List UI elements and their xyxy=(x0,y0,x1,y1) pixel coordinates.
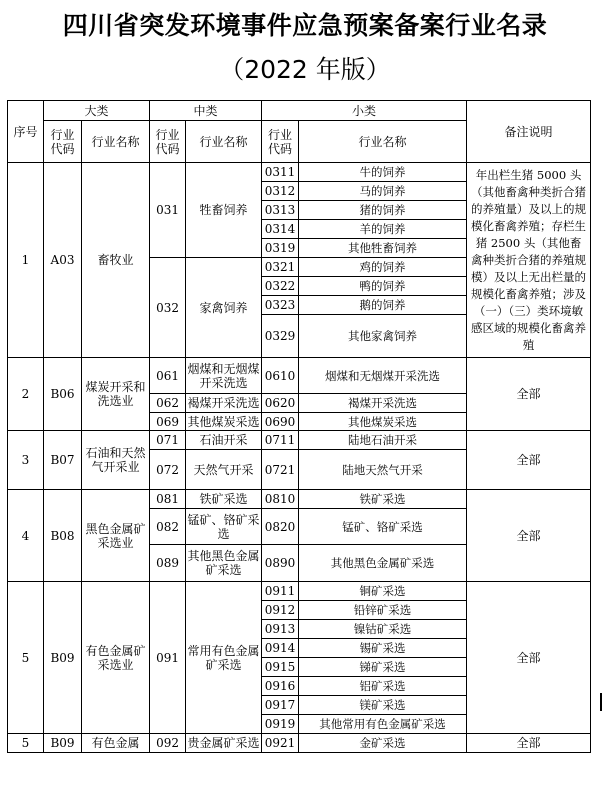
middle-name-cell: 家禽饲养 xyxy=(186,258,262,358)
minor-name-cell: 马的饲养 xyxy=(299,182,467,201)
major-code-cell: B09 xyxy=(44,734,82,753)
minor-code-cell: 0314 xyxy=(262,220,299,239)
minor-code-cell: 0721 xyxy=(262,450,299,490)
header-major: 大类 xyxy=(44,101,150,121)
minor-code-cell: 0911 xyxy=(262,582,299,601)
major-code-cell: A03 xyxy=(44,163,82,358)
minor-code-cell: 0620 xyxy=(262,394,299,413)
middle-code-cell: 081 xyxy=(150,490,186,509)
minor-code-cell: 0914 xyxy=(262,639,299,658)
minor-name-cell: 镁矿采选 xyxy=(299,696,467,715)
header-minor-code: 行业代码 xyxy=(262,121,299,163)
major-code-cell: B06 xyxy=(44,358,82,431)
header-note: 备注说明 xyxy=(467,101,591,163)
header-middle-name: 行业名称 xyxy=(186,121,262,163)
minor-code-cell: 0921 xyxy=(262,734,299,753)
page-subtitle: （2022 年版） xyxy=(219,55,391,84)
seq-cell: 4 xyxy=(8,490,44,582)
minor-code-cell: 0321 xyxy=(262,258,299,277)
minor-name-cell: 其他煤炭采选 xyxy=(299,413,467,431)
middle-code-cell: 032 xyxy=(150,258,186,358)
minor-name-cell: 陆地天然气开采 xyxy=(299,450,467,490)
middle-name-cell: 烟煤和无烟煤开采洗选 xyxy=(186,358,262,394)
header-major-name: 行业名称 xyxy=(82,121,150,163)
margin-mark xyxy=(600,693,602,711)
minor-name-cell: 其他黑色金属矿采选 xyxy=(299,545,467,582)
minor-code-cell: 0916 xyxy=(262,677,299,696)
middle-code-cell: 061 xyxy=(150,358,186,394)
table-body xyxy=(8,101,591,753)
minor-code-cell: 0820 xyxy=(262,509,299,545)
minor-name-cell: 鸭的饲养 xyxy=(299,277,467,296)
middle-code-cell: 092 xyxy=(150,734,186,753)
minor-name-cell: 鸡的饲养 xyxy=(299,258,467,277)
minor-name-cell: 猪的饲养 xyxy=(299,201,467,220)
minor-name-cell: 烟煤和无烟煤开采洗选 xyxy=(299,358,467,394)
header-seq: 序号 xyxy=(8,101,44,163)
minor-name-cell: 锡矿采选 xyxy=(299,639,467,658)
middle-code-cell: 071 xyxy=(150,431,186,450)
industry-table xyxy=(7,100,591,753)
minor-name-cell: 褐煤开采洗选 xyxy=(299,394,467,413)
header-major-code: 行业代码 xyxy=(44,121,82,163)
middle-name-cell: 常用有色金属矿采选 xyxy=(186,582,262,734)
major-name-cell: 畜牧业 xyxy=(82,163,150,358)
minor-name-cell: 镍钴矿采选 xyxy=(299,620,467,639)
minor-code-cell: 0810 xyxy=(262,490,299,509)
minor-code-cell: 0690 xyxy=(262,413,299,431)
header-minor-name: 行业名称 xyxy=(299,121,467,163)
major-name-cell: 有色金属 xyxy=(82,734,150,753)
minor-code-cell: 0711 xyxy=(262,431,299,450)
minor-code-cell: 0917 xyxy=(262,696,299,715)
seq-cell: 1 xyxy=(8,163,44,358)
table-row xyxy=(8,734,591,753)
middle-code-cell: 062 xyxy=(150,394,186,413)
minor-name-cell: 铜矿采选 xyxy=(299,582,467,601)
middle-name-cell: 牲畜饲养 xyxy=(186,163,262,258)
header-middle-code: 行业代码 xyxy=(150,121,186,163)
table-row xyxy=(8,163,591,182)
middle-name-cell: 锰矿、铬矿采选 xyxy=(186,509,262,545)
note-cell: 全部 xyxy=(467,734,591,753)
seq-cell: 5 xyxy=(8,734,44,753)
minor-name-cell: 其他常用有色金属矿采选 xyxy=(299,715,467,734)
minor-name-cell: 铝矿采选 xyxy=(299,677,467,696)
minor-name-cell: 牛的饲养 xyxy=(299,163,467,182)
minor-code-cell: 0913 xyxy=(262,620,299,639)
seq-cell: 3 xyxy=(8,431,44,490)
minor-name-cell: 锰矿、铬矿采选 xyxy=(299,509,467,545)
middle-code-cell: 069 xyxy=(150,413,186,431)
minor-code-cell: 0319 xyxy=(262,239,299,258)
middle-code-cell: 091 xyxy=(150,582,186,734)
middle-code-cell: 072 xyxy=(150,450,186,490)
minor-code-cell: 0311 xyxy=(262,163,299,182)
minor-name-cell: 陆地石油开采 xyxy=(299,431,467,450)
note-cell: 全部 xyxy=(467,358,591,431)
note-cell: 全部 xyxy=(467,431,591,490)
page-title: 四川省突发环境事件应急预案备案行业名录 xyxy=(62,11,548,40)
middle-name-cell: 其他黑色金属矿采选 xyxy=(186,545,262,582)
middle-name-cell: 石油开采 xyxy=(186,431,262,450)
major-name-cell: 有色金属矿采选业 xyxy=(82,582,150,734)
middle-code-cell: 089 xyxy=(150,545,186,582)
minor-name-cell: 铅锌矿采选 xyxy=(299,601,467,620)
middle-name-cell: 其他煤炭采选 xyxy=(187,414,260,429)
middle-name-cell: 铁矿采选 xyxy=(186,490,262,509)
minor-code-cell: 0323 xyxy=(262,296,299,315)
major-code-cell: B08 xyxy=(44,490,82,582)
major-name-cell: 石油和天然气开采业 xyxy=(82,431,150,490)
major-code-cell: B09 xyxy=(44,582,82,734)
table-row xyxy=(8,490,591,509)
seq-cell: 5 xyxy=(8,582,44,734)
minor-name-cell: 其他家禽饲养 xyxy=(299,315,467,358)
minor-code-cell: 0919 xyxy=(262,715,299,734)
minor-name-cell: 其他牲畜饲养 xyxy=(299,239,467,258)
header-minor: 小类 xyxy=(262,101,467,121)
minor-code-cell: 0329 xyxy=(262,315,299,358)
minor-code-cell: 0912 xyxy=(262,601,299,620)
note-cell: 全部 xyxy=(467,582,591,734)
minor-code-cell: 0610 xyxy=(262,358,299,394)
table-row xyxy=(8,358,591,394)
seq-cell: 2 xyxy=(8,358,44,431)
minor-name-cell: 羊的饲养 xyxy=(299,220,467,239)
major-code-cell: B07 xyxy=(44,431,82,490)
minor-code-cell: 0890 xyxy=(262,545,299,582)
table-row xyxy=(8,582,591,601)
middle-name-cell: 贵金属矿采选 xyxy=(186,734,262,753)
minor-name-cell: 金矿采选 xyxy=(299,734,467,753)
header-row-top xyxy=(8,101,591,121)
middle-name-cell: 天然气开采 xyxy=(186,450,262,490)
minor-name-cell: 铁矿采选 xyxy=(299,490,467,509)
header-middle: 中类 xyxy=(150,101,262,121)
minor-code-cell: 0915 xyxy=(262,658,299,677)
minor-name-cell: 锑矿采选 xyxy=(299,658,467,677)
minor-code-cell: 0313 xyxy=(262,201,299,220)
major-name-cell: 黑色金属矿采选业 xyxy=(82,490,150,582)
middle-code-cell: 082 xyxy=(150,509,186,545)
minor-name-cell: 鹅的饲养 xyxy=(299,296,467,315)
minor-code-cell: 0322 xyxy=(262,277,299,296)
major-name-cell: 煤炭开采和洗选业 xyxy=(82,358,150,431)
note-cell: 年出栏生猪 5000 头（其他畜禽种类折合猪的养殖量）及以上的规模化畜禽养殖；存栏生猪 2500 头（其他畜禽种类折合猪的养殖规模）及以上无出栏量的规模化畜禽养殖；涉及（一）（三）类环境敏感区域的规模化畜禽养殖 xyxy=(467,163,591,358)
middle-code-cell: 031 xyxy=(150,163,186,258)
middle-name-cell: 褐煤开采洗选 xyxy=(186,394,262,413)
minor-code-cell: 0312 xyxy=(262,182,299,201)
note-cell: 全部 xyxy=(467,490,591,582)
table-row xyxy=(8,431,591,450)
